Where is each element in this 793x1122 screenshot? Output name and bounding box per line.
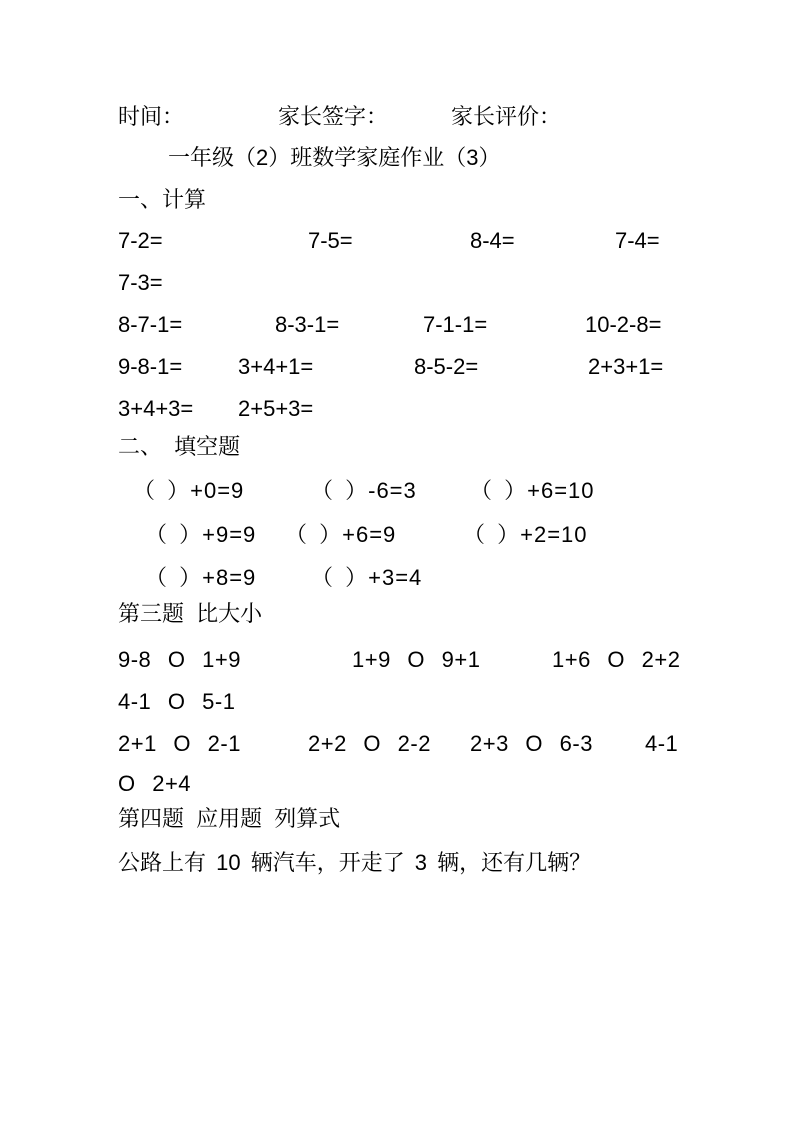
compare-problem: O 2+4 [118,771,192,796]
compare-problem: 1+9 O 9+1 [352,647,481,672]
title-row [0,143,793,173]
compare-problem: 2+2 O 2-2 [308,731,431,756]
fill-blank-problem: （ ）-6=3 [311,478,417,503]
compare-row [0,645,793,675]
compare-problem: 2+1 O 2-1 [118,731,241,756]
math-problem: 8-5-2= [414,354,479,379]
math-problem: 2+3+1= [588,354,664,379]
section-heading-compare-label: 第三题 比大小 [118,601,263,626]
time-label: 时间： [118,104,185,129]
calc-row [0,268,793,298]
section-heading-fill [0,432,793,462]
section-heading-compare [0,599,793,629]
fill-blank-problem: （ ）+2=10 [463,522,588,547]
fill-blank-problem: （ ）+8=9 [145,565,257,590]
math-problem: 10-2-8= [585,312,662,337]
math-problem: 8-4= [470,228,515,253]
section-heading-applied [0,804,793,834]
fill-blank-problem: （ ）+0=9 [133,478,245,503]
math-problem: 7-1-1= [423,312,488,337]
header-row [0,102,793,132]
fill-blank-problem: （ ）+6=9 [285,522,397,547]
fill-row [0,476,793,506]
section-heading-applied-label: 第四题 应用题 列算式 [118,806,341,831]
section-heading-calc [0,185,793,215]
math-problem: 7-5= [308,228,353,253]
fill-row [0,520,793,550]
calc-row [0,394,793,424]
fill-blank-problem: （ ）+6=10 [470,478,595,503]
math-problem: 9-8-1= [118,354,183,379]
math-problem: 7-3= [118,270,163,295]
fill-blank-problem: （ ）+9=9 [145,522,257,547]
compare-problem: 9-8 O 1+9 [118,647,241,672]
parent-eval-label: 家长评价： [451,104,562,129]
math-problem: 8-7-1= [118,312,183,337]
math-problem: 7-2= [118,228,163,253]
math-problem: 3+4+3= [118,396,194,421]
math-problem: 8-3-1= [275,312,340,337]
fill-row [0,563,793,593]
compare-problem: 1+6 O 2+2 [552,647,681,672]
calc-row [0,310,793,340]
calc-row [0,226,793,256]
parent-sign-label: 家长签字： [278,104,389,129]
compare-row [0,687,793,717]
compare-row [0,769,793,799]
math-problem: 2+5+3= [238,396,314,421]
calc-row [0,352,793,382]
compare-problem: 2+3 O 6-3 [470,731,593,756]
word-problem: 公路上有 10 辆汽车，开走了 3 辆，还有几辆？ [118,850,592,875]
word-problem-row [0,848,793,878]
section-heading-calc-label: 一、计算 [118,187,207,212]
compare-problem: 4-1 [645,731,679,756]
compare-row [0,729,793,759]
compare-problem: 4-1 O 5-1 [118,689,236,714]
section-heading-fill-label: 二、 填空题 [118,434,241,459]
fill-blank-problem: （ ）+3=4 [311,565,423,590]
math-problem: 3+4+1= [238,354,314,379]
page-title: 一年级（2）班数学家庭作业（3） [168,145,501,170]
math-problem: 7-4= [615,228,660,253]
